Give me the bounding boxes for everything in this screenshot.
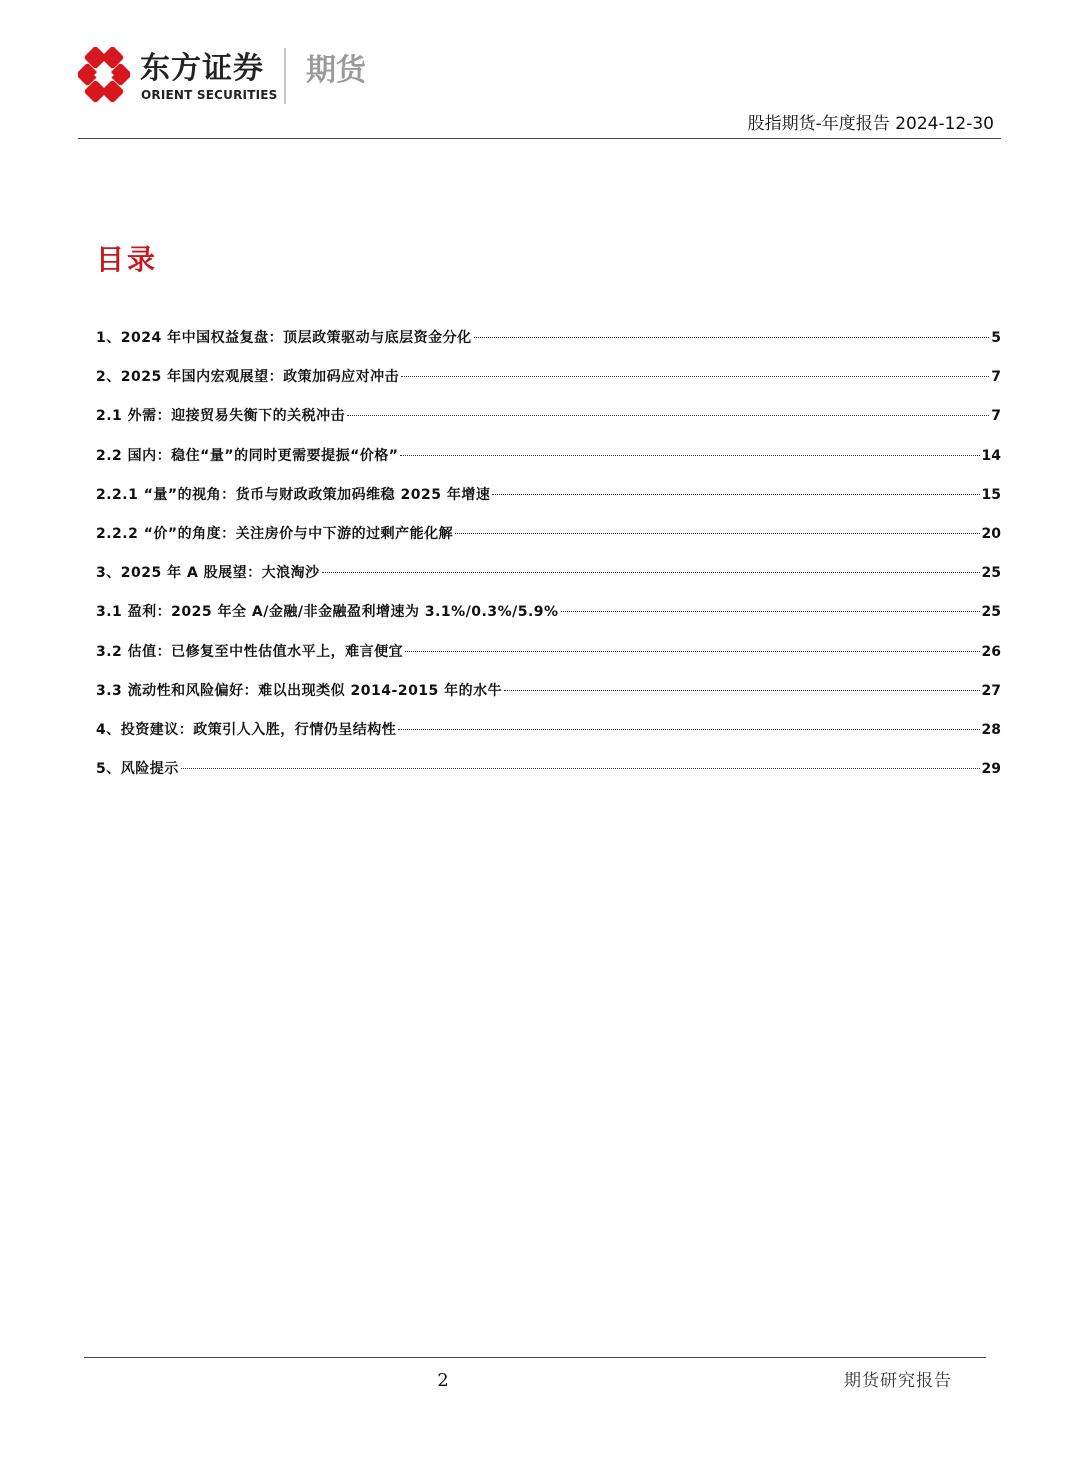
toc-entry-page: 28 [981,721,1001,738]
toc-entry-page: 7 [991,408,1001,425]
toc-entry-text: 3.3 流动性和风险偏好：难以出现类似 2014-2015 年的水牛 [96,682,503,699]
toc-leader-dots [561,611,980,612]
toc-entry-page: 29 [981,761,1001,778]
toc-leader-dots [400,455,979,456]
toc-entry-page: 27 [981,682,1001,699]
brand-divider [284,48,286,104]
toc-entry-text: 1、2024 年中国权益复盘：顶层政策驱动与底层资金分化 [96,330,472,346]
toc-leader-dots [322,572,980,573]
toc-entry-page: 26 [981,643,1001,660]
toc-entry-page: 15 [981,486,1001,503]
toc-entry-3-3[interactable] [96,677,1001,716]
orient-securities-logo-icon [78,47,130,103]
toc-entry-text: 2.2.2 “价”的角度：关注房价与中下游的过剩产能化解 [96,525,454,542]
toc-entry-1[interactable] [96,324,1001,363]
toc-entry-3-2[interactable] [96,638,1001,677]
footer-rule [84,1357,986,1358]
toc-entry-text: 2.2.1 “量”的视角：货币与财政政策加码维稳 2025 年增速 [96,486,491,503]
toc-leader-dots [181,768,980,769]
toc-leader-dots [455,533,979,534]
brand-name-cn: 东方证券 [140,51,264,86]
toc-entry-page: 25 [981,604,1001,621]
header-rule [78,138,1001,139]
toc-entry-4[interactable] [96,716,1001,755]
toc-entry-text: 2.2 国内：稳住“量”的同时更需要提振“价格” [96,447,399,464]
toc-entry-3[interactable] [96,559,1001,598]
toc-entry-2-1[interactable] [96,402,1001,441]
toc-entry-2-2-1[interactable] [96,481,1001,520]
footer-label: 期货研究报告 [844,1371,952,1391]
toc-entry-page: 5 [991,330,1001,346]
toc-entry-text: 3.1 盈利：2025 年全 A/金融/非金融盈利增速为 3.1%/0.3%/5.9% [96,604,559,621]
toc-entry-text: 2.1 外需：迎接贸易失衡下的关税冲击 [96,408,346,425]
toc-leader-dots [492,494,979,495]
toc-entry-text: 4、投资建议：政策引人入胜，行情仍呈结构性 [96,721,397,738]
toc-entry-page: 25 [981,565,1001,582]
toc-leader-dots [405,651,979,652]
toc-leader-dots [474,337,990,338]
toc-leader-dots [504,690,979,691]
brand-unit: 期货 [306,53,366,88]
toc-entry-text: 3.2 估值：已修复至中性估值水平上，难言便宜 [96,643,404,660]
toc-leader-dots [347,415,989,416]
toc-entry-text: 5、风险提示 [96,761,179,778]
toc-title: 目录 [96,243,159,276]
toc-entry-2-2-2[interactable] [96,520,1001,559]
brand-name-en: ORIENT SECURITIES [141,88,278,102]
toc-entry-5[interactable] [96,755,1001,794]
toc-leader-dots [401,376,989,377]
toc-entry-2[interactable] [96,363,1001,402]
toc-entry-3-1[interactable] [96,598,1001,637]
toc-entry-text: 2、2025 年国内宏观展望：政策加码应对冲击 [96,369,400,386]
toc-list [96,324,1001,794]
toc-entry-page: 20 [981,525,1001,542]
report-type-date: 股指期货-年度报告 2024-12-30 [747,114,994,134]
toc-entry-2-2[interactable] [96,442,1001,481]
toc-entry-text: 3、2025 年 A 股展望：大浪淘沙 [96,565,320,582]
toc-entry-page: 7 [991,369,1001,386]
toc-leader-dots [398,729,979,730]
toc-entry-page: 14 [981,447,1001,464]
page-number: 2 [437,1370,449,1391]
